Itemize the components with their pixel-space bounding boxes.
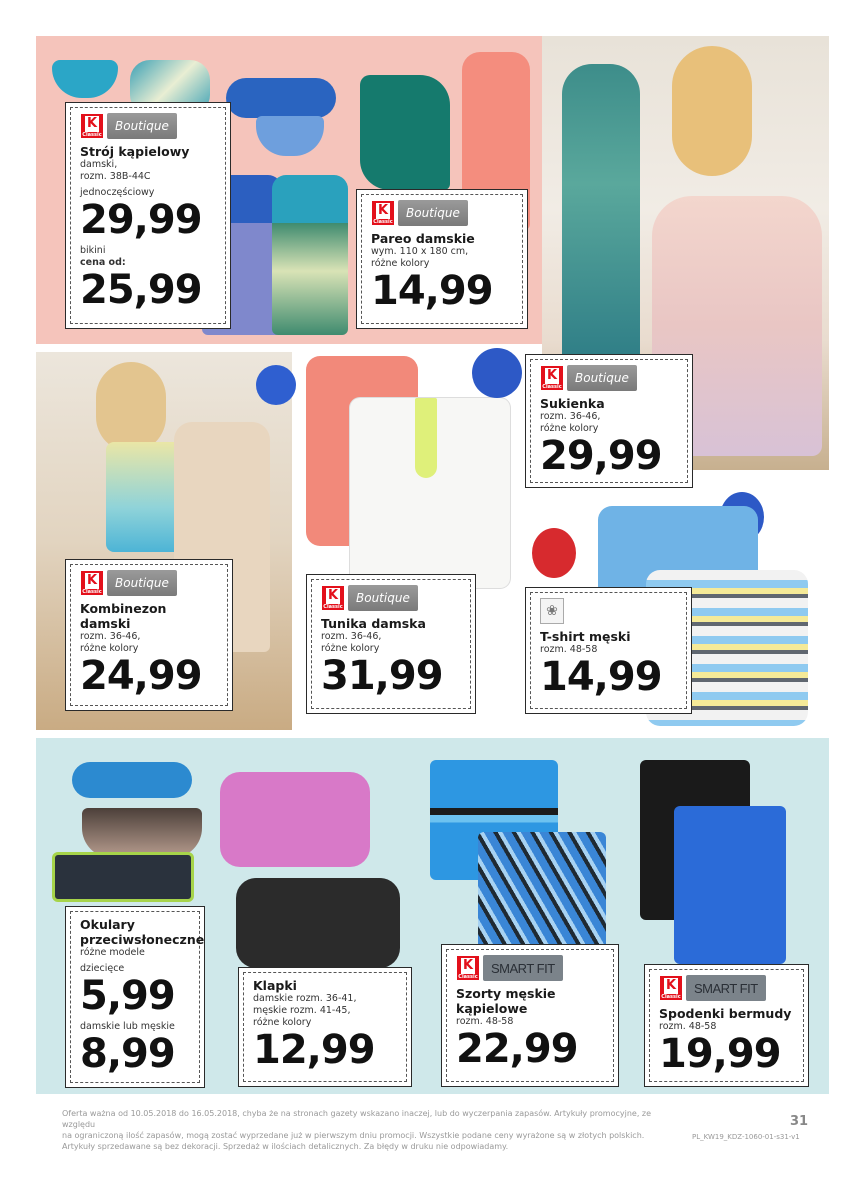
blue-mascot-icon — [256, 365, 296, 405]
price-card-tunic[interactable] — [307, 575, 475, 713]
product-title: Spodenki bermudy — [659, 1006, 792, 1021]
aviator-sunglasses-image — [82, 808, 202, 858]
product-price: 14,99 — [540, 654, 662, 700]
product-price: 29,99 — [540, 433, 662, 479]
product-title: Strój kąpielowy — [80, 144, 190, 159]
boutique-badge: Boutique — [567, 365, 637, 391]
product-desc-line: damskie rozm. 36-41, — [253, 993, 357, 1004]
product-desc-line: rozm. 48-58 — [540, 644, 598, 655]
tunic-neckline-trim — [415, 398, 437, 478]
black-slides-image — [236, 878, 400, 968]
price-card-bermuda-shorts[interactable] — [645, 965, 808, 1086]
floral-maxi-dress-image — [562, 64, 640, 364]
legal-disclaimer — [62, 1108, 682, 1152]
disclaimer-line: na ograniczoną ilość zapasów, mogą zostać wyprzedane już w pierwszym dniu promocji. Wszystkie podane ceny wyrażone są w złotych polskich. — [62, 1131, 645, 1140]
product-title: Klapki — [253, 978, 297, 993]
blue-bandeau-top-image — [226, 78, 336, 118]
product-desc-line: męskie rozm. 41-45, — [253, 1005, 351, 1016]
product-price: 8,99 — [80, 1031, 175, 1077]
woman-head-image — [96, 362, 166, 452]
product-title: Tunika damska — [321, 616, 426, 631]
k-classic-logo-icon: K Classic — [80, 570, 104, 596]
palm-print-swim-shorts-image — [478, 832, 606, 950]
k-classic-logo-icon: K Classic — [659, 975, 683, 1001]
variant-label: damskie lub męskie — [80, 1021, 175, 1032]
price-card-slides[interactable] — [239, 968, 411, 1086]
product-desc-line: różne kolory — [371, 258, 430, 269]
red-mascot-icon — [532, 528, 576, 578]
sport-sunglasses-image — [52, 852, 194, 902]
brand-logos — [80, 570, 220, 596]
price-card-romper[interactable] — [66, 560, 232, 710]
price-card-tshirt[interactable] — [526, 588, 691, 713]
product-desc-line: różne kolory — [540, 423, 599, 434]
woman-hair-image — [672, 46, 752, 176]
green-pareo-image — [360, 75, 450, 190]
kids-sunglasses-image — [72, 762, 192, 798]
product-title: T-shirt męski — [540, 629, 631, 644]
product-desc-line: rozm. 36-46, — [321, 631, 382, 642]
floral-swimsuit-image — [272, 175, 348, 335]
brand-logos — [80, 113, 218, 139]
product-desc-line: różne kolory — [80, 643, 139, 654]
product-desc-line: różne kolory — [321, 643, 380, 654]
product-desc-line: damski, — [80, 159, 118, 170]
product-desc-line: rozm. 38B-44C — [80, 171, 151, 182]
pink-slides-image — [220, 772, 370, 867]
price-card-swimsuit[interactable] — [66, 103, 230, 328]
product-title: Kombinezon damski — [80, 601, 167, 631]
boutique-badge: Boutique — [107, 570, 177, 596]
product-desc-line: rozm. 36-46, — [80, 631, 141, 642]
k-classic-logo-icon: K Classic — [371, 200, 395, 226]
boutique-badge: Boutique — [107, 113, 177, 139]
variant-label: cena od: — [80, 257, 126, 268]
document-code: PL_KW19_KDZ-1060-01-s31-v1 — [692, 1133, 800, 1141]
price-card-swim-shorts[interactable] — [442, 945, 618, 1086]
k-classic-logo-icon: K Classic — [80, 113, 104, 139]
product-price: 24,99 — [80, 653, 202, 699]
boutique-badge: Boutique — [398, 200, 468, 226]
brand-logos — [659, 975, 796, 1001]
disclaimer-line: Oferta ważna od 10.05.2018 do 16.05.2018, chyba że na stronach gazety wskazano inaczej, lub do wyczerpania zapasów. Artykuły promocyjne, ze względu — [62, 1109, 652, 1129]
product-title: Pareo damskie — [371, 231, 475, 246]
k-classic-logo-icon: K Classic — [321, 585, 345, 611]
page-number: 31 — [790, 1114, 809, 1129]
smartfit-badge: SMART FIT — [686, 975, 766, 1001]
k-classic-logo-icon: K Classic — [540, 365, 564, 391]
price-card-dress[interactable] — [526, 355, 692, 487]
variant-label: jednoczęściowy — [80, 187, 155, 198]
brand-logos — [540, 365, 680, 391]
variant-label: bikini — [80, 245, 106, 256]
product-price: 12,99 — [253, 1027, 375, 1073]
brand-logos — [540, 598, 679, 624]
product-title: Szorty męskie kąpielowe — [456, 986, 556, 1016]
product-price: 19,99 — [659, 1031, 781, 1077]
product-desc-line: różne kolory — [253, 1017, 312, 1028]
product-desc-line: wym. 110 x 180 cm, — [371, 246, 469, 257]
brand-logos — [371, 200, 515, 226]
blue-bermuda-shorts-image — [674, 806, 786, 964]
product-price: 25,99 — [80, 267, 202, 313]
product-title: Okulary przeciwsłoneczne — [80, 917, 205, 947]
disclaimer-line: Artykuły sprzedawane są bez dekoracji. Sprzedaż w ilościach detalicznych. Za błędy w druku nie odpowiadamy. — [62, 1142, 509, 1151]
product-desc-line: rozm. 48-58 — [659, 1021, 717, 1032]
brand-logos — [456, 955, 606, 981]
product-price: 22,99 — [456, 1026, 578, 1072]
product-desc-line: rozm. 36-46, — [540, 411, 601, 422]
product-desc-line: różne modele — [80, 947, 145, 958]
product-price: 29,99 — [80, 197, 202, 243]
variant-label: dziecięce — [80, 963, 125, 974]
product-price: 31,99 — [321, 653, 443, 699]
product-desc-line: rozm. 48-58 — [456, 1016, 514, 1027]
price-card-sunglasses[interactable] — [66, 907, 204, 1087]
price-card-pareo[interactable] — [357, 190, 527, 328]
smartfit-badge: SMART FIT — [483, 955, 563, 981]
brand-logos — [321, 585, 463, 611]
product-title: Sukienka — [540, 396, 605, 411]
brand-crest-logo-icon: ❀ — [540, 598, 564, 624]
blue-mascot-with-harmonica-icon — [472, 348, 522, 398]
product-price: 5,99 — [80, 973, 175, 1019]
k-classic-logo-icon: K Classic — [456, 955, 480, 981]
boutique-badge: Boutique — [348, 585, 418, 611]
product-price: 14,99 — [371, 268, 493, 314]
